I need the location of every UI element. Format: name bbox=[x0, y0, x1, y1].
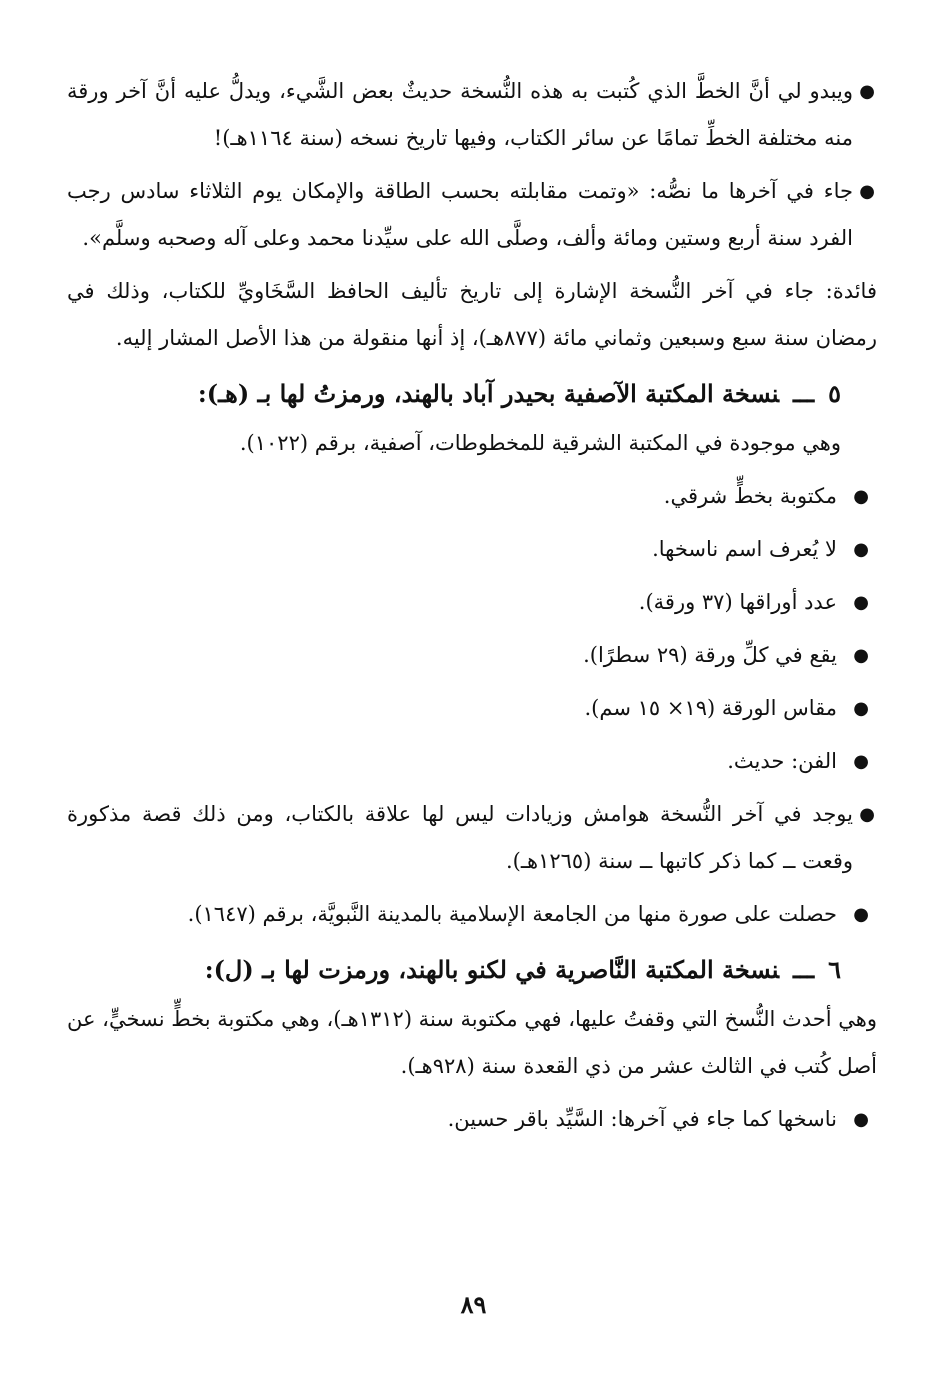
section-title: نسخة المكتبة النَّاصرية في لكنو بالهند، ورمزت لها بـ (ل): bbox=[204, 955, 780, 984]
bullet-icon: ● bbox=[853, 698, 869, 719]
bullet-icon: ● bbox=[853, 645, 869, 666]
list-item bbox=[67, 891, 877, 938]
page-body bbox=[67, 68, 877, 1149]
note-paragraph: فائدة: جاء في آخر النُّسخة الإشارة إلى تاريخ تأليف الحافظ السَّخَاويِّ للكتاب، وذلك في رمضان سنة سبع وسبعين وثماني مائة (٨٧٧هـ)، إذ أنها منقولة من هذا الأصل المشار إليه. bbox=[67, 279, 877, 350]
section-5-intro: وهي موجودة في المكتبة الشرقية للمخطوطات، آصفية، برقم (١٠٢٢). bbox=[239, 431, 841, 455]
list-item bbox=[67, 685, 877, 732]
section-number: ٥ bbox=[828, 379, 841, 408]
list-item-text: يقع في كلِّ ورقة (٢٩ سطرًا). bbox=[583, 643, 837, 667]
bullet-icon: ● bbox=[853, 751, 869, 772]
list-item-text: حصلت على صورة منها من الجامعة الإسلامية بالمدينة النَّبويَّة، برقم (١٦٤٧). bbox=[187, 902, 837, 926]
bullet-icon: ● bbox=[859, 81, 875, 102]
list-item bbox=[67, 738, 877, 785]
bullet-paragraph bbox=[67, 791, 877, 885]
list-item-text: الفن: حديث. bbox=[727, 749, 837, 773]
list-item-text: ناسخها كما جاء في آخرها: السَّيِّد باقر حسين. bbox=[447, 1107, 837, 1131]
section-5-list bbox=[67, 473, 877, 785]
bullet-icon: ● bbox=[859, 804, 875, 825]
section-dash: ـــ bbox=[793, 955, 815, 984]
bullet-icon: ● bbox=[853, 539, 869, 560]
bullet-icon: ● bbox=[853, 904, 869, 925]
bullet-icon: ● bbox=[859, 181, 875, 202]
section-5-heading bbox=[67, 368, 877, 420]
list-item bbox=[67, 1096, 877, 1143]
list-item bbox=[67, 526, 877, 573]
list-item-text: مكتوبة بخطٍّ شرقي. bbox=[663, 484, 837, 508]
bullet-icon: ● bbox=[853, 592, 869, 613]
section-title: نسخة المكتبة الآصفية بحيدر آباد بالهند، ورمزتُ لها بـ (هـ): bbox=[197, 379, 780, 408]
bullet-icon: ● bbox=[853, 1109, 869, 1130]
list-item-text: مقاس الورقة (١٩× ١٥ سم). bbox=[584, 696, 837, 720]
list-item bbox=[67, 473, 877, 520]
section-dash: ـــ bbox=[793, 379, 815, 408]
list-item-text: عدد أوراقها (٣٧ ورقة). bbox=[638, 590, 837, 614]
list-item bbox=[67, 579, 877, 626]
paragraph-text: ويبدو لي أنَّ الخطَّ الذي كُتبت به هذه النُّسخة حديثٌ بعض الشَّيء، ويدلُّ عليه أنَّ آخر ورقة منه مختلفة الخطِّ تمامًا عن سائر الكتاب، وفيها تاريخ نسخه (سنة ١١٦٤هـ)! bbox=[67, 79, 853, 150]
list-item bbox=[67, 632, 877, 679]
bullet-icon: ● bbox=[853, 486, 869, 507]
list-item-text: لا يُعرف اسم ناسخها. bbox=[652, 537, 837, 561]
paragraph-text: جاء في آخرها ما نصُّه: «وتمت مقابلته بحسب الطاقة والإمكان يوم الثلاثاء سادس رجب الفرد سنة أربع وستين ومائة وألف، وصلَّى الله على سيِّدنا محمد وعلى آله وصحبه وسلَّم». bbox=[67, 179, 853, 250]
page-number: ٨٩ bbox=[460, 1290, 487, 1319]
section-6-heading bbox=[67, 944, 877, 996]
paragraph-text: يوجد في آخر النُّسخة هوامش وزيادات ليس لها علاقة بالكتاب، ومن ذلك قصة مذكورة وقعت ــ كما ذكر كاتبها ــ سنة (١٢٦٥هـ). bbox=[67, 802, 853, 873]
section-6-intro: وهي أحدث النُّسخ التي وقفتُ عليها، فهي مكتوبة سنة (١٣١٢هـ)، وهي مكتوبة بخطٍّ نسخيٍّ، عن أصل كُتب في الثالث عشر من ذي القعدة سنة (٩٢٨هـ). bbox=[66, 1007, 877, 1078]
bullet-paragraph bbox=[67, 168, 877, 262]
section-number: ٦ bbox=[828, 955, 841, 984]
bullet-paragraph bbox=[67, 68, 877, 162]
